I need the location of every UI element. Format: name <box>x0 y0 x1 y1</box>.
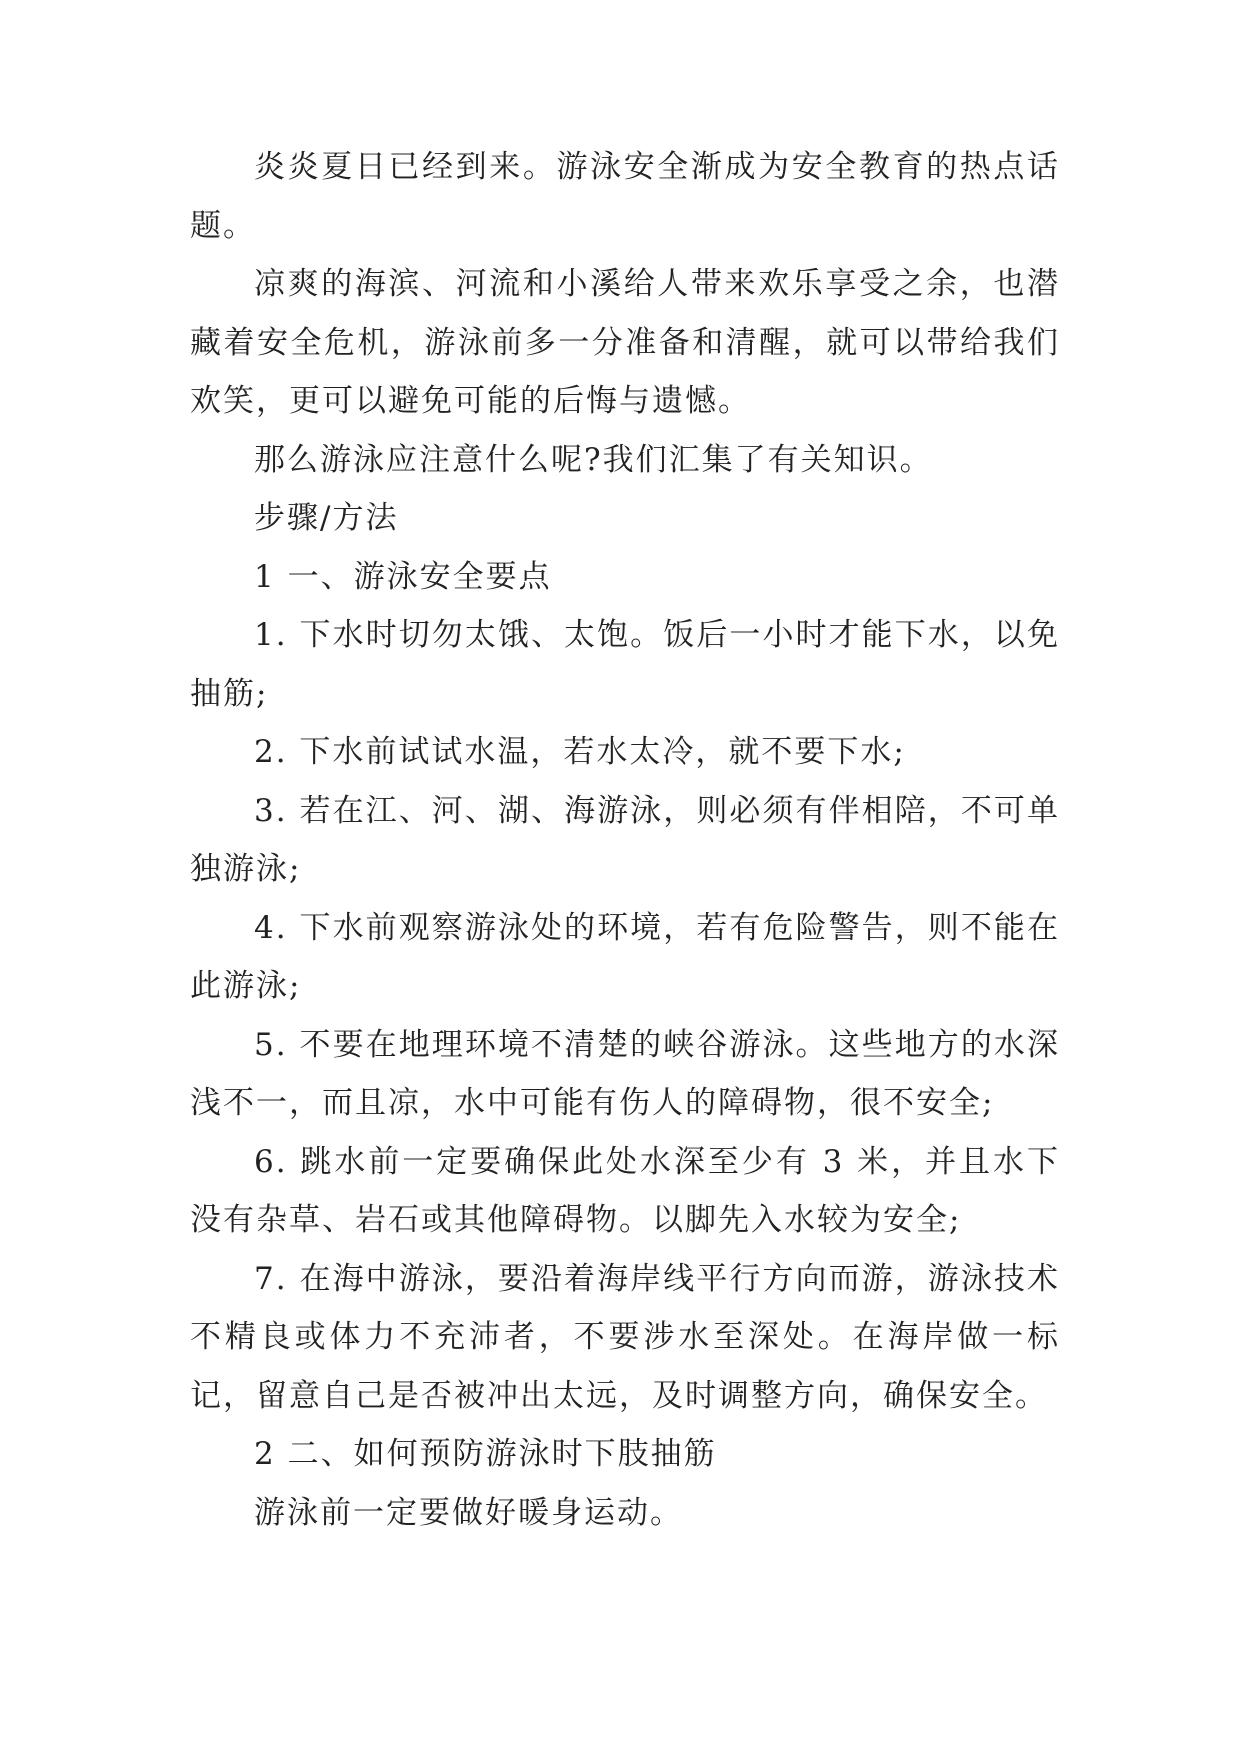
section-heading: 2 二、如何预防游泳时下肢抽筋 <box>254 1436 717 1472</box>
list-item: 5. 不要在地理环境不清楚的峡谷游泳。这些地方的水深浅不一，而且凉，水中可能有伤人的障碍物，很不安全; <box>190 1026 1060 1121</box>
section-heading: 步骤/方法 <box>254 500 399 536</box>
list-item: 2. 下水前试试水温，若水太冷，就不要下水; <box>254 734 906 770</box>
body-paragraph: 那么游泳应注意什么呢?我们汇集了有关知识。 <box>254 441 933 478</box>
list-item: 4. 下水前观察游泳处的环境，若有危险警告，则不能在此游泳; <box>190 909 1060 1004</box>
list-item: 1. 下水时切勿太饿、太饱。饭后一小时才能下水，以免抽筋; <box>190 617 1060 712</box>
list-item: 7. 在海中游泳，要沿着海岸线平行方向而游，游泳技术不精良或体力不充沛者，不要涉水至深处。在海岸做一标记，留意自己是否被冲出太远，及时调整方向，确保安全。 <box>190 1260 1060 1414</box>
body-paragraph: 游泳前一定要做好暖身运动。 <box>254 1494 683 1531</box>
list-item: 3. 若在江、河、湖、海游泳，则必须有伴相陪，不可单独游泳; <box>190 792 1060 887</box>
section-heading: 1 一、游泳安全要点 <box>254 558 552 595</box>
body-paragraph: 凉爽的海滨、河流和小溪给人带来欢乐享受之余，也潜藏着安全危机，游泳前多一分准备和清醒，就可以带给我们欢笑，更可以避免可能的后悔与遗憾。 <box>190 266 1060 419</box>
list-item: 6. 跳水前一定要确保此处水深至少有 3 米，并且水下没有杂草、岩石或其他障碍物。以脚先入水较为安全; <box>190 1143 1060 1238</box>
intro-paragraph: 炎炎夏日已经到来。游泳安全渐成为安全教育的热点话题。 <box>190 149 1060 244</box>
document-page <box>190 138 1060 1542</box>
